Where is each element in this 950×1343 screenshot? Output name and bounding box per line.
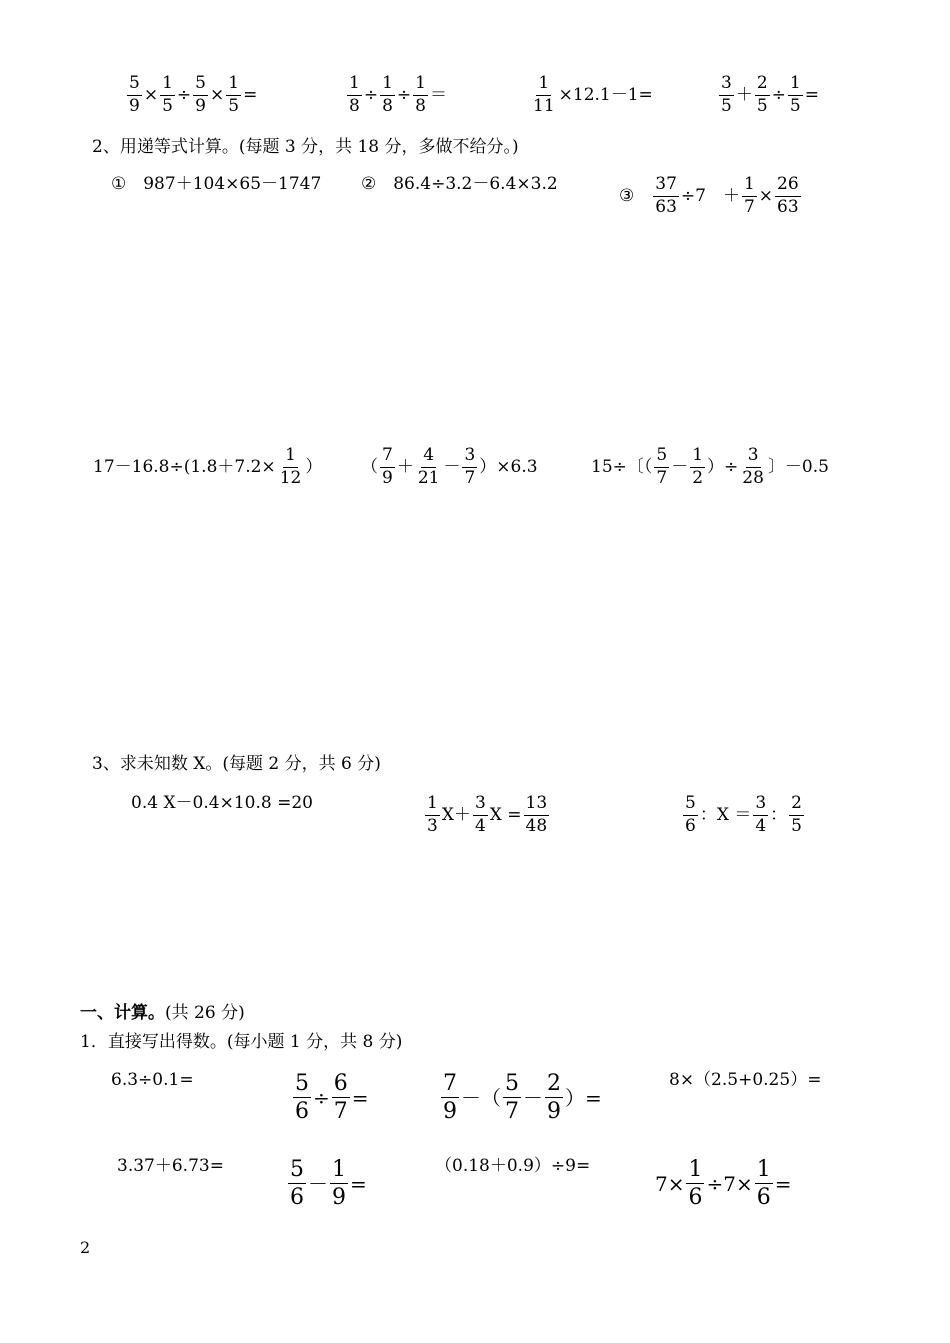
row5-expr-4 [668, 1072, 822, 1089]
expression-text: = [351, 1085, 369, 1110]
numerator: 1 [226, 75, 241, 96]
row1-expr-1 [126, 75, 258, 116]
expression-text: －（ [461, 1085, 501, 1110]
expression-text: ＝ [429, 84, 447, 105]
section2-title: 2、用递等式计算。(每题 3 分，共 18 分，多做不给分。) [92, 137, 519, 157]
fraction [441, 1072, 459, 1123]
part1-title-bold: 一、计算。 [80, 1003, 165, 1023]
numerator: 5 [683, 795, 698, 816]
denominator: 7 [333, 1099, 348, 1125]
expression-text: = [350, 1171, 367, 1196]
fraction [719, 75, 734, 116]
expression-text: ① 987＋104×65－1747 [111, 174, 322, 194]
fraction [425, 795, 440, 836]
numerator: 1 [686, 1158, 704, 1184]
fraction [524, 795, 550, 836]
fraction [742, 176, 757, 217]
fraction [473, 795, 488, 836]
numerator: 1 [347, 75, 362, 96]
expression-text: X = [489, 804, 522, 825]
numerator: 1 [536, 75, 551, 96]
numerator: 7 [441, 1072, 459, 1098]
expression-text: 3.37＋6.73= [117, 1156, 224, 1176]
fraction [416, 447, 442, 488]
part1-q1-title: 1．直接写出得数。(每小题 1 分，共 8 分) [80, 1032, 403, 1052]
denominator: 12 [279, 467, 302, 488]
denominator: 9 [443, 1099, 457, 1125]
expression-text: ③ [619, 185, 652, 206]
row3-expr-3 [590, 447, 830, 488]
part1-title-rest: (共 26 分) [165, 1003, 245, 1023]
expression-text: X＋ [441, 804, 471, 825]
denominator: 21 [417, 467, 440, 488]
expression-text: （0.18＋0.9）÷9= [435, 1156, 591, 1176]
expression-text: ÷ [176, 84, 192, 105]
row4-expr-3 [682, 795, 805, 836]
numerator: 1 [160, 75, 175, 96]
expression-text: ÷ [313, 1085, 330, 1110]
expression-text: ： [770, 804, 788, 825]
numerator: 1 [413, 75, 428, 96]
numerator: 5 [503, 1072, 521, 1098]
denominator: 63 [655, 196, 677, 217]
expression-text: ÷ [363, 84, 379, 105]
fraction [288, 1158, 306, 1209]
expression-text: × [209, 84, 225, 105]
numerator: 3 [473, 795, 488, 816]
expression-text: 8×（2.5+0.25）= [669, 1070, 822, 1090]
numerator: 5 [293, 1072, 311, 1098]
expression-text: 6.3÷0.1= [111, 1070, 194, 1090]
expression-text: ÷ [771, 84, 786, 105]
fraction [755, 75, 770, 116]
fraction [545, 1072, 563, 1123]
expression-text: ÷7 ＋ [680, 185, 740, 206]
expression-text: － [671, 456, 689, 477]
fraction [347, 75, 362, 116]
row4-expr-2 [424, 795, 550, 836]
expression-text: （ [361, 456, 378, 477]
denominator: 9 [129, 95, 140, 116]
expression-text: ＋ [396, 456, 414, 477]
denominator: 48 [525, 815, 548, 836]
numerator: 1 [380, 75, 395, 96]
denominator: 2 [692, 467, 704, 488]
expression-text: ×12.1－1= [558, 84, 653, 105]
expression-text: － [523, 1085, 543, 1110]
fraction [462, 447, 477, 488]
row3-expr-1 [92, 447, 323, 488]
numerator: 5 [127, 75, 142, 96]
denominator: 8 [349, 95, 360, 116]
row6-expr-4 [654, 1158, 793, 1209]
numerator: 1 [742, 176, 757, 197]
numerator: 5 [654, 447, 669, 468]
denominator: 28 [742, 467, 764, 488]
denominator: 6 [295, 1099, 309, 1125]
expression-text: ）= [565, 1085, 602, 1110]
section3-title: 3、求未知数 X。(每题 2 分，共 6 分) [92, 754, 381, 774]
denominator: 6 [688, 1185, 703, 1211]
denominator: 9 [195, 95, 206, 116]
fraction [127, 75, 142, 116]
denominator: 7 [505, 1099, 519, 1125]
expression-text: － [443, 456, 461, 477]
expression-text: × [758, 185, 774, 206]
fraction [755, 1158, 773, 1209]
expression-text: 7× [655, 1171, 685, 1196]
fraction [160, 75, 175, 116]
expression-text: ）×6.3 [479, 456, 538, 477]
numerator: 1 [425, 795, 440, 816]
row1-expr-4 [718, 75, 820, 116]
row5-expr-3 [440, 1072, 603, 1123]
row5-expr-1 [110, 1072, 195, 1089]
denominator: 8 [415, 95, 426, 116]
numerator: 3 [462, 447, 477, 468]
denominator: 11 [533, 95, 555, 116]
expression-text: = [243, 84, 258, 105]
denominator: 6 [290, 1185, 304, 1211]
expression-text: ÷ [396, 84, 412, 105]
expression-text: 〕－0.5 [767, 456, 829, 477]
fraction [278, 447, 304, 488]
denominator: 63 [777, 196, 799, 217]
fraction [413, 75, 428, 116]
fraction [683, 795, 698, 836]
row2-expr-2 [360, 176, 559, 193]
row1-expr-2 [346, 75, 448, 116]
numerator: 1 [690, 447, 705, 468]
fraction [226, 75, 241, 116]
denominator: 9 [332, 1185, 346, 1211]
fraction [332, 1072, 350, 1123]
denominator: 3 [427, 815, 438, 836]
numerator: 7 [380, 447, 395, 468]
fraction [380, 75, 395, 116]
row4-expr-1 [130, 795, 314, 812]
numerator: 3 [719, 75, 734, 96]
expression-text: ＋ [735, 84, 753, 105]
denominator: 4 [755, 815, 767, 836]
denominator: 9 [382, 467, 393, 488]
row3-expr-2 [360, 447, 539, 488]
numerator: 1 [283, 447, 298, 468]
expression-text: = [804, 84, 819, 105]
expression-text: = [774, 1171, 792, 1196]
fraction [330, 1158, 348, 1209]
denominator: 4 [474, 815, 486, 836]
expression-text: ） [305, 456, 323, 477]
numerator: 13 [524, 795, 550, 816]
numerator: 1 [755, 1158, 773, 1184]
denominator: 7 [656, 467, 668, 488]
numerator: 5 [288, 1158, 306, 1184]
numerator: 1 [330, 1158, 348, 1184]
expression-text: ）÷ [707, 456, 739, 477]
numerator: 3 [746, 447, 761, 468]
expression-text: ：X ＝ [699, 804, 752, 825]
denominator: 9 [547, 1099, 561, 1125]
denominator: 6 [685, 815, 696, 836]
row6-expr-2 [287, 1158, 368, 1209]
denominator: 5 [791, 815, 802, 836]
fraction [653, 176, 679, 217]
row1-expr-3 [530, 75, 654, 116]
denominator: 5 [756, 95, 768, 116]
denominator: 5 [162, 95, 173, 116]
row6-expr-1 [116, 1158, 225, 1175]
numerator: 2 [755, 75, 770, 96]
page-number: 2 [80, 1238, 91, 1257]
row5-expr-2 [292, 1072, 370, 1123]
row2-expr-1 [110, 176, 322, 193]
numerator: 2 [789, 795, 804, 816]
denominator: 5 [721, 95, 732, 116]
expression-text: 15÷〔（ [591, 456, 653, 477]
expression-text: × [143, 84, 159, 105]
expression-text: － [308, 1171, 328, 1196]
expression-text: 17－16.8÷(1.8＋7.2× [93, 456, 276, 477]
fraction [690, 447, 705, 488]
row6-expr-3 [434, 1158, 591, 1175]
numerator: 5 [193, 75, 208, 96]
denominator: 5 [228, 95, 240, 116]
fraction [789, 795, 804, 836]
fraction [686, 1158, 704, 1209]
fraction [380, 447, 395, 488]
fraction [293, 1072, 311, 1123]
fraction [740, 447, 766, 488]
numerator: 6 [332, 1072, 350, 1098]
fraction [503, 1072, 521, 1123]
numerator: 3 [753, 795, 768, 816]
denominator: 8 [382, 95, 393, 116]
numerator: 4 [421, 447, 436, 468]
numerator: 37 [653, 176, 679, 197]
fraction [654, 447, 669, 488]
numerator: 1 [788, 75, 803, 96]
fraction [788, 75, 803, 116]
expression-text: 0.4 X－0.4×10.8 =20 [131, 793, 313, 813]
expression-text: ② 86.4÷3.2－6.4×3.2 [361, 174, 558, 194]
part1-title [80, 1005, 245, 1022]
expression-text: ÷7× [706, 1171, 753, 1196]
fraction [193, 75, 208, 116]
numerator: 26 [775, 176, 801, 197]
denominator: 7 [743, 196, 755, 217]
fraction [775, 176, 801, 217]
row2-expr-3 [618, 176, 802, 217]
fraction [753, 795, 768, 836]
numerator: 2 [545, 1072, 563, 1098]
denominator: 5 [789, 95, 801, 116]
denominator: 6 [756, 1185, 771, 1211]
fraction [531, 75, 557, 116]
denominator: 7 [464, 467, 476, 488]
